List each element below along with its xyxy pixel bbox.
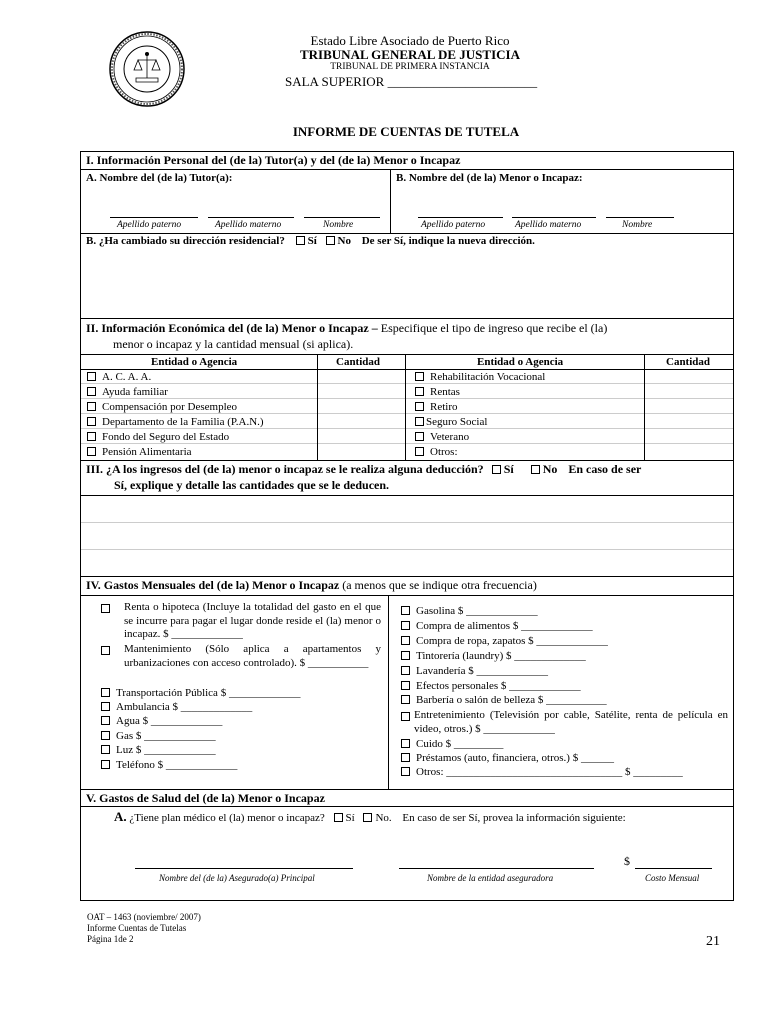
footer-page: Página 1de 2: [87, 934, 134, 944]
address-yes-checkbox[interactable]: [296, 236, 305, 245]
checkbox-icon[interactable]: [87, 417, 96, 426]
expense-item-label: Transportación Pública $ _____________: [116, 687, 301, 699]
section-3-question: III. ¿A los ingresos del (de la) menor o incapaz se le realiza alguna deducción?: [86, 462, 484, 476]
section-3-tail: En caso de ser: [568, 462, 642, 476]
insured-name-label: Nombre del (de la) Asegurado(a) Principal: [159, 873, 315, 883]
tutor-first-label: Nombre: [323, 220, 354, 230]
expense-rent-text: Renta o hipoteca (Incluye la totalidad del gasto en el que se incurre para pagar el lugar donde reside el (la) menor o incapaz. $ _____________: [124, 601, 381, 640]
checkbox-icon[interactable]: [87, 402, 96, 411]
expense-item[interactable]: [401, 766, 683, 779]
checkbox-icon[interactable]: [87, 432, 96, 441]
health-yes-checkbox[interactable]: [334, 813, 343, 822]
checkbox-icon[interactable]: [401, 606, 410, 615]
income-item[interactable]: [415, 431, 469, 444]
health-no-checkbox[interactable]: [363, 813, 372, 822]
col-amount-right: Cantidad: [666, 356, 711, 368]
checkbox-icon[interactable]: [101, 760, 110, 769]
form-table: [80, 151, 734, 901]
checkbox-icon[interactable]: [401, 753, 410, 762]
expense-item[interactable]: [101, 701, 252, 714]
expense-item-label: Otros: ________________________________ $ _________: [416, 766, 683, 778]
tutor-name-label: A. Nombre del (de la) Tutor(a):: [86, 172, 233, 184]
minor-paternal-label: Apellido paterno: [421, 220, 486, 230]
expense-item-label: Agua $ _____________: [116, 715, 223, 727]
deduction-yes-label: Sí: [503, 462, 514, 476]
income-item-label: Retiro: [430, 401, 458, 413]
checkbox-icon[interactable]: [87, 387, 96, 396]
checkbox-icon[interactable]: [415, 387, 424, 396]
section-2-heading: [86, 321, 607, 335]
checkbox-icon[interactable]: [101, 702, 110, 711]
expense-item[interactable]: [401, 620, 593, 633]
expense-item-label: Teléfono $ _____________: [116, 759, 238, 771]
dollar-sign: $: [624, 854, 630, 868]
expense-item[interactable]: [101, 687, 300, 700]
address-note: De ser Sí, indique la nueva dirección.: [361, 235, 535, 247]
expense-item-label: Tintorería (laundry) $ _____________: [416, 650, 586, 662]
health-question-text: ¿Tiene plan médico el (la) menor o incapaz?: [129, 812, 325, 824]
checkbox-icon[interactable]: [401, 681, 410, 690]
income-item[interactable]: [415, 416, 487, 429]
income-item-label: Fondo del Seguro del Estado: [102, 431, 230, 443]
address-question-text: B. ¿Ha cambiado su dirección residencial?: [86, 235, 285, 247]
health-a-prefix: A.: [114, 809, 127, 824]
checkbox-icon[interactable]: [401, 621, 410, 630]
checkbox-icon[interactable]: [401, 666, 410, 675]
expense-item[interactable]: [401, 665, 548, 678]
income-item-label: Departamento de la Familia (P.A.N.): [102, 416, 264, 428]
expense-item-label: Luz $ _____________: [116, 744, 216, 756]
minor-first-label: Nombre: [622, 220, 653, 230]
income-item[interactable]: [87, 446, 192, 459]
checkbox-icon[interactable]: [101, 716, 110, 725]
expense-item-label: Préstamos (auto, financiera, otros.) $ ______: [416, 752, 614, 764]
header-instance: TRIBUNAL DE PRIMERA INSTANCIA: [330, 62, 490, 72]
expense-item[interactable]: [401, 738, 503, 751]
income-item[interactable]: [415, 401, 458, 414]
expense-maintenance-text: Mantenimiento (Sólo aplica a apartamentos y urbanizaciones con acceso controlado). $ ___________: [124, 643, 381, 669]
expense-entertainment[interactable]: [401, 709, 728, 736]
expense-rent[interactable]: [103, 601, 381, 642]
expense-item-label: Compra de ropa, zapatos $ _____________: [416, 635, 608, 647]
address-question: [86, 235, 535, 248]
section-5-heading: V. Gastos de Salud del (de la) Menor o Incapaz: [86, 791, 325, 805]
address-yes-label: Sí: [307, 235, 317, 247]
col-amount-left: Cantidad: [336, 356, 381, 368]
section-2-heading-bold: II. Información Económica del (de la) Menor o Incapaz –: [86, 321, 378, 335]
tutor-paternal-label: Apellido paterno: [117, 220, 182, 230]
checkbox-icon[interactable]: [401, 712, 410, 721]
section-4-heading-rest: (a menos que se indique otra frecuencia): [342, 578, 537, 592]
income-item[interactable]: [87, 431, 229, 444]
header-state: Estado Libre Asociado de Puerto Rico: [310, 33, 510, 48]
checkbox-icon[interactable]: [87, 447, 96, 456]
income-item[interactable]: [87, 386, 168, 399]
minor-maternal-label: Apellido materno: [515, 220, 582, 230]
checkbox-icon[interactable]: [415, 372, 424, 381]
monthly-cost-line[interactable]: [635, 868, 712, 869]
checkbox-icon[interactable]: [101, 646, 110, 655]
minor-name-label: B. Nombre del (de la) Menor o Incapaz:: [396, 172, 583, 184]
tutor-maternal-label: Apellido materno: [215, 220, 282, 230]
income-item-label: Ayuda familiar: [102, 386, 168, 398]
income-item-label: Otros:: [430, 446, 458, 458]
section-4-heading-bold: IV. Gastos Mensuales del (de la) Menor o Incapaz: [86, 578, 340, 592]
income-item[interactable]: [415, 386, 460, 399]
income-item[interactable]: [415, 371, 545, 384]
checkbox-icon[interactable]: [415, 402, 424, 411]
income-item-label: Compensación por Desempleo: [102, 401, 238, 413]
insurer-name-label: Nombre de la entidad aseguradora: [427, 873, 554, 883]
section-3-heading: [86, 462, 641, 476]
deduction-yes-checkbox[interactable]: [492, 465, 501, 474]
income-item[interactable]: [87, 401, 237, 414]
checkbox-icon[interactable]: [101, 688, 110, 697]
checkbox-icon[interactable]: [401, 636, 410, 645]
expense-entertainment-text: Entretenimiento (Televisión por cable, Satélite, renta de película en video, otros.) $ _____________: [414, 709, 728, 735]
address-no-label: No: [337, 235, 351, 247]
checkbox-icon[interactable]: [415, 417, 424, 426]
expense-item-label: Gasolina $ _____________: [416, 605, 538, 617]
expense-item-label: Ambulancia $ _____________: [116, 701, 253, 713]
health-note: En caso de ser Sí, provea la información siguiente:: [402, 812, 626, 824]
address-no-checkbox[interactable]: [326, 236, 335, 245]
income-item-label: A. C. A. A.: [102, 371, 152, 383]
expense-maintenance[interactable]: [103, 643, 381, 670]
section-1-heading: I. Información Personal del (de la) Tutor(a) y del (de la) Menor o Incapaz: [86, 153, 461, 167]
income-item[interactable]: [415, 446, 458, 459]
expense-item[interactable]: [401, 635, 608, 648]
expense-item[interactable]: [401, 752, 614, 765]
income-item-label: Seguro Social: [426, 416, 488, 428]
income-item[interactable]: [87, 371, 151, 384]
header-sala: SALA SUPERIOR _______________________: [285, 74, 538, 89]
expense-item-label: Barbería o salón de belleza $ ___________: [416, 694, 607, 706]
expense-item[interactable]: [401, 694, 607, 707]
expense-item-label: Compra de alimentos $ _____________: [416, 620, 593, 632]
checkbox-icon[interactable]: [101, 745, 110, 754]
court-seal-logo: [108, 30, 186, 108]
document-title: INFORME DE CUENTAS DE TUTELA: [292, 124, 520, 139]
insured-name-line[interactable]: [135, 868, 353, 869]
page-number: 21: [706, 934, 720, 949]
checkbox-icon[interactable]: [101, 604, 110, 613]
insurer-name-line[interactable]: [399, 868, 594, 869]
col-entity-right: Entidad o Agencia: [477, 356, 564, 368]
expense-item[interactable]: [101, 759, 237, 772]
income-item-label: Rentas: [430, 386, 460, 398]
section-4-heading: [86, 578, 537, 592]
checkbox-icon[interactable]: [401, 739, 410, 748]
income-item-label: Rehabilitación Vocacional: [430, 371, 546, 383]
expense-item-label: Efectos personales $ _____________: [416, 680, 581, 692]
expense-item[interactable]: [401, 650, 586, 663]
header-court: TRIBUNAL GENERAL DE JUSTICIA: [300, 47, 520, 62]
expense-item-label: Cuido $ _________: [416, 738, 504, 750]
expense-item-label: Lavandería $ _____________: [416, 665, 548, 677]
monthly-cost-label: Costo Mensual: [645, 873, 700, 883]
section-2-heading-rest: Especifique el tipo de ingreso que recibe el (la): [380, 321, 608, 335]
expense-item[interactable]: [401, 605, 538, 618]
checkbox-icon[interactable]: [101, 731, 110, 740]
col-entity-left: Entidad o Agencia: [151, 356, 238, 368]
expense-item[interactable]: [101, 715, 222, 728]
expense-item[interactable]: [101, 744, 216, 757]
checkbox-icon[interactable]: [87, 372, 96, 381]
health-no-label: No.: [375, 812, 392, 824]
deduction-no-checkbox[interactable]: [531, 465, 540, 474]
expense-item[interactable]: [101, 730, 216, 743]
income-item-label: Pensión Alimentaria: [102, 446, 192, 458]
income-item[interactable]: [87, 416, 264, 429]
section-3-line2: Sí, explique y detalle las cantidades que se le deducen.: [114, 478, 390, 492]
health-yes-label: Sí: [345, 812, 355, 824]
checkbox-icon[interactable]: [401, 767, 410, 776]
checkbox-icon[interactable]: [415, 447, 424, 456]
expense-item-label: Gas $ _____________: [116, 730, 216, 742]
expense-item[interactable]: [401, 680, 581, 693]
checkbox-icon[interactable]: [401, 695, 410, 704]
checkbox-icon[interactable]: [415, 432, 424, 441]
deduction-no-label: No: [542, 462, 558, 476]
income-item-label: Veterano: [430, 431, 470, 443]
checkbox-icon[interactable]: [401, 651, 410, 660]
section-2-heading-line2: menor o incapaz y la cantidad mensual (si aplica).: [113, 337, 354, 351]
health-plan-question: [114, 810, 626, 825]
footer-code: OAT – 1463 (noviembre/ 2007): [87, 912, 201, 922]
footer-name: Informe Cuentas de Tutelas: [87, 923, 187, 933]
